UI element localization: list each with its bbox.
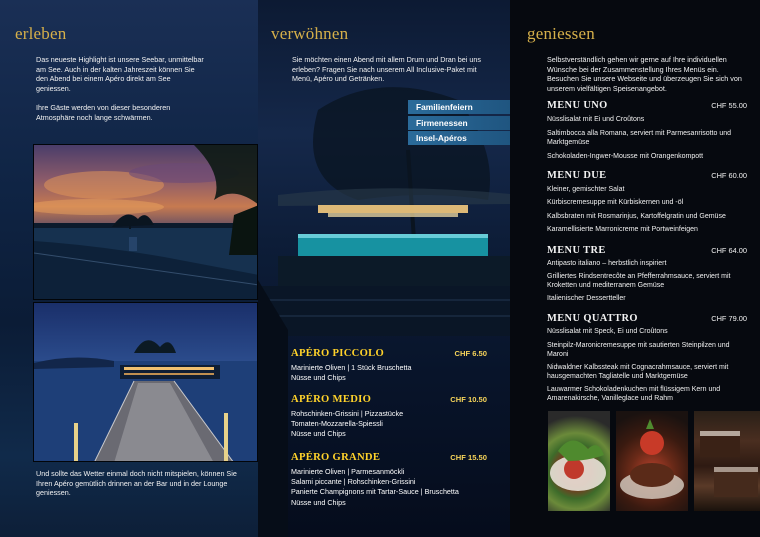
occasion-tags [408,100,510,147]
apero-items [291,467,459,508]
apero-items [291,363,412,383]
geniessen-heading: geniessen [527,24,595,43]
sunset-lake-photo [33,144,258,300]
apero-item: Panierte Champignons mit Tartar-Sauce | Bruschetta [291,487,459,497]
menu-course: Kürbiscremesuppe mit Kürbiskernen und -öl [547,199,684,206]
sunset-lake-illustration [34,145,258,300]
apero-item: Nüsse und Chips [291,497,346,507]
steak-dish-photo [616,411,688,511]
menu-course: Kalbsbraten mit Rosmarinjus, Kartoffelgratin und Gemüse [547,213,726,220]
menu-price: CHF 55.00 [711,101,747,110]
salad-dish-photo [548,411,610,511]
tag-insel-aperos: Insel-Apéros [408,131,510,145]
geniessen-intro: Selbstverständlich gehen wir gerne auf Ihre individuellen Wünsche bei der Zusammenstellung Ihres Menüs ein. Besuchen Sie unsere Webseite und überzeugen Sie sich von unserem vielfältigen Speisenangebot. [547,55,742,93]
menu-price: CHF 64.00 [711,246,747,255]
menu-course: Schokoladen-Ingwer-Mousse mit Orangenkompott [547,153,704,160]
lake-pier-illustration [34,303,258,462]
menu-course: Grilliertes Rindsentrecôte an Pfefferrahmsauce, serviert mit Kroketten und mediterranem Gemüse [547,273,731,290]
chocolate-cake-illustration [694,411,760,511]
menu-uno [547,100,747,170]
verwoehnen-panel [258,0,510,537]
verwoehnen-heading: verwöhnen [271,24,349,43]
chocolate-cake-photo [694,411,760,511]
menu-title: MENU DUE [547,170,607,181]
apero-piccolo [291,348,487,388]
menu-course: Saltimbocca alla Romana, serviert mit Parmesanrisotto und Marktgemüse [547,130,732,147]
apero-medio [291,394,487,444]
menu-price: CHF 79.00 [711,314,747,323]
menu-price: CHF 60.00 [711,171,747,180]
apero-price: CHF 6.50 [454,349,487,358]
apero-item: Salami piccante | Rohschinken-Grissini [291,477,416,487]
menu-course: Karamellisierte Marronicreme mit Portweinfeigen [547,226,698,233]
menu-course: Italienischer Dessertteller [547,295,626,302]
salad-dish-illustration [548,411,610,511]
erleben-intro: Das neueste Highlight ist unsere Seebar, unmittelbar am See. Auch in der kalten Jahreszeit können Sie den Abend bei einem Apéro direkt am See geniessen. [36,55,204,93]
menu-course: Nidwaldner Kalbssteak mit Cognacrahmsauce, serviert mit hausgemachten Tagliatelle und Marktgemüse [547,364,729,381]
apero-item: Nüsse und Chips [291,373,346,383]
erleben-outro: Und sollte das Wetter einmal doch nicht mitspielen, können Sie Ihren Apéro gemütlich drinnen an der Bar und in der Lounge geniessen. [36,469,237,498]
menu-quattro [547,313,747,408]
menu-course: Nüsslisalat mit Speck, Ei und Croûtons [547,328,668,335]
menu-course: Kleiner, gemischter Salat [547,186,625,193]
apero-item: Tomaten-Mozzarella-Spiessli [291,419,383,429]
menu-due [547,170,747,240]
apero-item: Marinierte Oliven | 1 Stück Bruschetta [291,363,412,372]
steak-dish-illustration [616,411,688,511]
menu-tre [547,245,747,313]
tag-firmenessen: Firmenessen [408,116,510,130]
erleben-panel [0,0,258,537]
menu-course: Nüsslisalat mit Ei und Croûtons [547,116,645,123]
apero-price: CHF 10.50 [450,395,487,404]
erleben-heading: erleben [15,24,67,43]
apero-price: CHF 15.50 [450,453,487,462]
menu-course: Steinpilz-Maronicremesuppe mit sautierten Steinpilzen und Maroni [547,342,730,359]
menu-course: Lauwarmer Schokoladenkuchen mit flüssigem Kern und Amarenakirsche, Vanilleglace und Rahm [547,386,721,403]
erleben-intro-2: Ihre Gäste werden von dieser besonderen Atmosphäre noch lange schwärmen. [36,103,171,122]
tag-familienfeiern: Familienfeiern [408,100,510,114]
menu-title: MENU UNO [547,100,608,111]
apero-item: Nüsse und Chips [291,429,346,439]
lake-pier-photo [33,302,258,462]
apero-item: Rohschinken-Grissini | Pizzastücke [291,409,404,418]
apero-items [291,409,403,440]
apero-title: APÉRO PICCOLO [291,348,385,359]
menu-title: MENU QUATTRO [547,313,638,324]
apero-item: Marinierte Oliven | Parmesanmöckli [291,467,405,476]
menu-title: MENU TRE [547,245,606,256]
apero-title: APÉRO GRANDE [291,452,381,463]
menu-course: Antipasto italiano – herbstlich inspiriert [547,260,667,267]
verwoehnen-intro: Sie möchten einen Abend mit allem Drum und Dran bei uns erleben? Fragen Sie nach unserem All Inclusive-Paket mit Menü, Apéro und Getränken. [292,55,481,84]
apero-title: APÉRO MEDIO [291,394,372,405]
apero-grande [291,452,487,512]
